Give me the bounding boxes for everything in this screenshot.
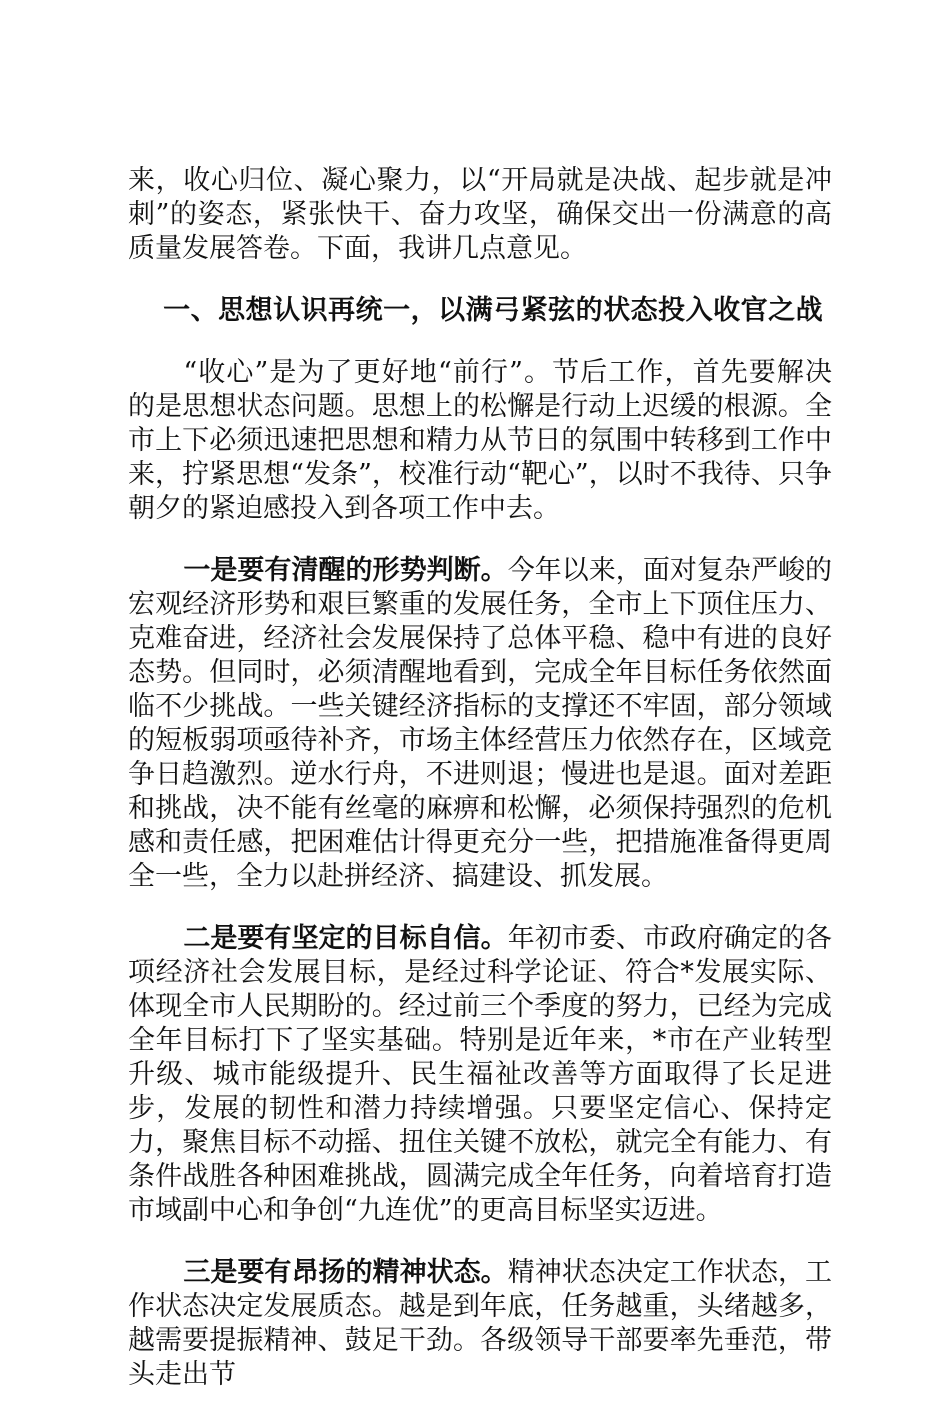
point-body-2: 年初市委、市政府确定的各项经济社会发展目标，是经过科学论证、符合*发展实际、体现全市人民期盼的。经过前三个季度的努力，已经为完成全年目标打下了坚实基础。特别是近年来，*市在产业转型升级、城市能级提升、民生福祉改善等方面取得了长足进步，发展的韧性和潜力持续增强。只要坚定信心、保持定力，聚焦目标不动摇、扭住关键不放松，就完全有能力、有条件战胜各种困难挑战，圆满完成全年任务，向着培育打造市域副中心和争创“九连优”的更高目标坚实迈进。 <box>128 923 833 1226</box>
document-page <box>128 164 832 1420</box>
point-lead-1: 一是要有清醒的形势判断。 <box>183 555 508 586</box>
section-heading: 一、思想认识再统一，以满弓紧弦的状态投入收官之战 <box>163 295 824 326</box>
point-body-1: 今年以来，面对复杂严峻的宏观经济形势和艰巨繁重的发展任务，全市上下顶住压力、克难奋进，经济社会发展保持了总体平稳、稳中有进的良好态势。但同时，必须清醒地看到，完成全年目标任务依然面临不少挑战。一些关键经济指标的支撑还不牢固，部分领域的短板弱项亟待补齐，市场主体经营压力依然存在，区域竞争日趋激烈。逆水行舟，不进则退；慢进也是退。面对差距和挑战，决不能有丝毫的麻痹和松懈，必须保持强烈的危机感和责任感，把困难估计得更充分一些，把措施准备得更周全一些，全力以赴拼经济、搞建设、抓发展。 <box>128 555 833 892</box>
point-body-3: 精神状态决定工作状态，工作状态决定发展质态。越是到年底，任务越重，头绪越多，越需要提振精神、鼓足干劲。各级领导干部要率先垂范，带头走出节 <box>128 1257 833 1390</box>
opening-paragraph: 来，收心归位、凝心聚力，以“开局就是决战、起步就是冲刺”的姿态，紧张快干、奋力攻坚，确保交出一份满意的高质量发展答卷。下面，我讲几点意见。 <box>128 165 832 264</box>
point-lead-2: 二是要有坚定的目标自信。 <box>183 923 508 954</box>
section-intro-paragraph: “收心”是为了更好地“前行”。节后工作，首先要解决的是思想状态问题。思想上的松懈是行动上迟缓的根源。全市上下必须迅速把思想和精力从节日的氛围中转移到工作中来，拧紧思想“发条”，校准行动“靶心”，以时不我待、只争朝夕的紧迫感投入到各项工作中去。 <box>128 357 832 524</box>
point-paragraph-1 <box>128 554 832 894</box>
point-paragraph-2 <box>128 922 832 1228</box>
point-paragraph-3 <box>128 1256 832 1392</box>
point-lead-3: 三是要有昂扬的精神状态。 <box>183 1257 508 1288</box>
